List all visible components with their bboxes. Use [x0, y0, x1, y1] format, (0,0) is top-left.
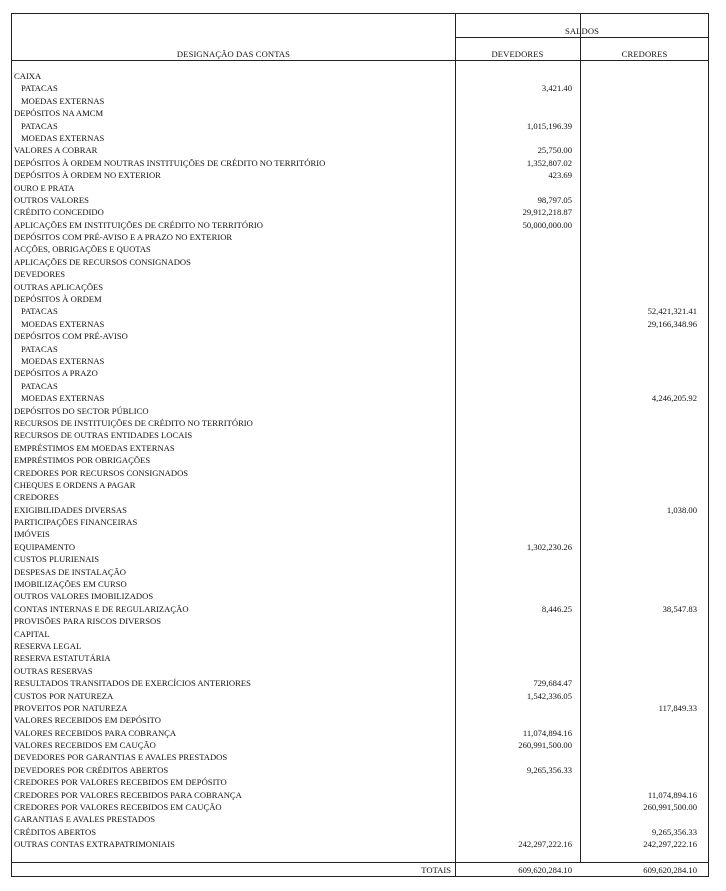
table-row	[12, 293, 709, 305]
account-name: CREDORES POR VALORES RECEBIDOS EM DEPÓSITO	[14, 777, 227, 788]
account-name: PARTICIPAÇÕES FINANCEIRAS	[14, 517, 138, 528]
account-name: VALORES A COBRAR	[14, 145, 98, 156]
table-row	[12, 690, 709, 702]
account-name: RECURSOS DE INSTITUIÇÕES DE CRÉDITO NO TERRITÓRIO	[14, 417, 253, 428]
account-name: MOEDAS EXTERNAS	[21, 132, 105, 143]
table-row	[12, 603, 709, 615]
table-row	[12, 355, 709, 367]
credores-value: 242,297,222.16	[643, 839, 697, 850]
devedores-value: 8,446.25	[541, 603, 572, 614]
table-row	[12, 429, 709, 441]
account-name: IMOBILIZAÇÕES EM CURSO	[14, 579, 127, 590]
devedores-value: 11,074,894.16	[522, 727, 572, 738]
credores-value: 9,265,356.33	[651, 826, 697, 837]
account-name: CUSTOS PLURIENAIS	[14, 554, 100, 565]
devedores-value: 25,750.00	[537, 145, 572, 156]
devedores-value: 1,352,807.02	[526, 157, 572, 168]
table-row	[12, 652, 709, 664]
account-name: EMPRÉSTIMOS EM MOEDAS EXTERNAS	[14, 442, 175, 453]
account-name: APLICAÇÕES DE RECURSOS CONSIGNADOS	[14, 256, 191, 267]
table-row	[12, 194, 709, 206]
table-row	[12, 739, 709, 751]
account-name: GARANTIAS E AVALES PRESTADOS	[14, 814, 156, 825]
devedores-value: 50,000,000.00	[522, 219, 572, 230]
table-row	[12, 776, 709, 788]
account-name: DESPESAS DE INSTALAÇÃO	[14, 566, 126, 577]
table-row	[12, 615, 709, 627]
totals-rule	[12, 862, 709, 863]
account-name: VALORES RECEBIDOS EM CAUÇÃO	[14, 740, 156, 751]
account-name: RESULTADOS TRANSITADOS DE EXERCÍCIOS ANTERIORES	[14, 678, 251, 689]
header-designacao: DESIGNAÇÃO DAS CONTAS	[176, 49, 291, 59]
table-row	[12, 838, 709, 850]
table-row	[12, 578, 709, 590]
table-row	[12, 491, 709, 503]
credores-value: 52,421,321.41	[647, 306, 697, 317]
table-row	[12, 268, 709, 280]
devedores-value: 242,297,222.16	[518, 839, 572, 850]
table-row	[12, 566, 709, 578]
table-row	[12, 442, 709, 454]
table-row	[12, 318, 709, 330]
table-row	[12, 343, 709, 355]
header-credores: CREDORES	[621, 49, 668, 59]
header-devedores: DEVEDORES	[491, 49, 544, 59]
account-name: OUTRAS RESERVAS	[14, 665, 93, 676]
account-name: PATACAS	[21, 380, 58, 391]
table-row	[12, 367, 709, 379]
account-name: CHEQUES E ORDENS A PAGAR	[14, 479, 136, 490]
account-name: DEPÓSITOS NA AMCM	[14, 108, 104, 119]
table-row	[12, 751, 709, 763]
account-name: CREDORES POR VALORES RECEBIDOS PARA COBRANÇA	[14, 789, 242, 800]
account-name: DEPÓSITOS À ORDEM NO EXTERIOR	[14, 170, 161, 181]
credores-value: 117,849.33	[658, 702, 697, 713]
account-name: DEPÓSITOS DO SECTOR PÚBLICO	[14, 405, 149, 416]
table-row	[12, 479, 709, 491]
table-row	[12, 231, 709, 243]
totals-row	[12, 864, 709, 876]
account-name: OUTROS VALORES IMOBILIZADOS	[14, 591, 154, 602]
account-name: MOEDAS EXTERNAS	[21, 393, 105, 404]
account-name: CRÉDITO CONCEDIDO	[14, 207, 104, 218]
totals-devedores: 609,620,284.10	[518, 865, 572, 875]
devedores-value: 260,991,500.00	[518, 740, 572, 751]
account-name: EQUIPAMENTO	[14, 541, 76, 552]
account-name: IMÓVEIS	[14, 529, 50, 540]
table-row	[12, 405, 709, 417]
table-row	[12, 826, 709, 838]
table-row	[12, 417, 709, 429]
account-name: OUTRAS CONTAS EXTRAPATRIMONIAIS	[14, 839, 175, 850]
table-row	[12, 70, 709, 82]
devedores-value: 1,542,336.05	[526, 690, 572, 701]
account-name: OUTRAS APLICAÇÕES	[14, 281, 104, 292]
account-name: EMPRÉSTIMOS POR OBRIGAÇÕES	[14, 455, 151, 466]
table-row	[12, 714, 709, 726]
account-name: DEVEDORES POR CRÉDITOS ABERTOS	[14, 764, 169, 775]
devedores-value: 1,015,196.39	[526, 120, 572, 131]
table-row	[12, 516, 709, 528]
account-name: DEPÓSITOS COM PRÉ-AVISO	[14, 331, 128, 342]
table-row	[12, 590, 709, 602]
table-row	[12, 144, 709, 156]
table-row	[12, 764, 709, 776]
table-row	[12, 789, 709, 801]
devedores-value: 9,265,356.33	[526, 764, 572, 775]
devedores-value: 98,797.05	[537, 194, 572, 205]
table-row	[12, 82, 709, 94]
account-name: EXIGIBILIDADES DIVERSAS	[14, 504, 127, 515]
account-name: RESERVA LEGAL	[14, 640, 82, 651]
devedores-value: 3,421.40	[541, 83, 572, 94]
table-row	[12, 727, 709, 739]
account-name: RESERVA ESTATUTÁRIA	[14, 653, 111, 664]
table-row	[12, 107, 709, 119]
table-row	[12, 801, 709, 813]
credores-value: 29,166,348.96	[647, 318, 697, 329]
table-row	[12, 132, 709, 144]
devedores-value: 423.69	[548, 170, 572, 181]
table-row	[12, 281, 709, 293]
table-row	[12, 541, 709, 553]
header-saldos: SALDOS	[564, 26, 600, 36]
table-row	[12, 640, 709, 652]
table-row	[12, 628, 709, 640]
credores-value: 38,547.83	[662, 603, 697, 614]
table-row	[12, 813, 709, 825]
account-name: MOEDAS EXTERNAS	[21, 318, 105, 329]
table-row	[12, 504, 709, 516]
table-row	[12, 219, 709, 231]
table-row	[12, 120, 709, 132]
balance-sheet-table	[11, 13, 709, 877]
credores-value: 260,991,500.00	[643, 802, 697, 813]
table-row	[12, 256, 709, 268]
credores-value: 11,074,894.16	[647, 789, 697, 800]
table-row	[12, 95, 709, 107]
table-row	[12, 305, 709, 317]
table-row	[12, 157, 709, 169]
table-row	[12, 553, 709, 565]
table-row	[12, 677, 709, 689]
account-name: APLICAÇÕES EM INSTITUIÇÕES DE CRÉDITO NO TERRITÓRIO	[14, 219, 263, 230]
account-name: DEPÓSITOS A PRAZO	[14, 368, 98, 379]
account-name: PATACAS	[21, 83, 58, 94]
account-name: DEVEDORES	[14, 269, 66, 280]
credores-value: 4,246,205.92	[651, 393, 697, 404]
account-name: CONTAS INTERNAS E DE REGULARIZAÇÃO	[14, 603, 189, 614]
table-row	[12, 380, 709, 392]
header-rule	[12, 60, 709, 61]
account-name: DEVEDORES POR GARANTIAS E AVALES PRESTADOS	[14, 752, 228, 763]
account-name: PATACAS	[21, 343, 58, 354]
table-row	[12, 206, 709, 218]
account-rows	[12, 70, 709, 851]
table-row	[12, 454, 709, 466]
account-name: CRÉDITOS ABERTOS	[14, 826, 97, 837]
account-name: DEPÓSITOS COM PRÉ-AVISO E A PRAZO NO EXTERIOR	[14, 232, 233, 243]
table-row	[12, 182, 709, 194]
table-row	[12, 243, 709, 255]
credores-value: 1,038.00	[666, 504, 697, 515]
account-name: CREDORES POR RECURSOS CONSIGNADOS	[14, 467, 189, 478]
account-name: PATACAS	[21, 120, 58, 131]
account-name: MOEDAS EXTERNAS	[21, 95, 105, 106]
totals-label: TOTAIS	[421, 865, 451, 875]
account-name: CUSTOS POR NATUREZA	[14, 690, 114, 701]
account-name: CAIXA	[14, 71, 42, 81]
totals-credores: 609,620,284.10	[643, 865, 697, 875]
saldos-underline	[455, 37, 709, 38]
table-row	[12, 528, 709, 540]
account-name: PATACAS	[21, 306, 58, 317]
account-name: ACÇÕES, OBRIGAÇÕES E QUOTAS	[14, 244, 151, 255]
account-name: DEPÓSITOS À ORDEM	[14, 294, 102, 305]
account-name: MOEDAS EXTERNAS	[21, 355, 105, 366]
table-row	[12, 330, 709, 342]
table-row	[12, 467, 709, 479]
table-row	[12, 169, 709, 181]
account-name: DEPÓSITOS À ORDEM NOUTRAS INSTITUIÇÕES DE CRÉDITO NO TERRITÓRIO	[14, 157, 326, 168]
account-name: VALORES RECEBIDOS EM DEPÓSITO	[14, 715, 161, 726]
devedores-value: 29,912,218.87	[522, 207, 572, 218]
account-name: VALORES RECEBIDOS PARA COBRANÇA	[14, 727, 177, 738]
account-name: CREDORES	[14, 492, 59, 503]
account-name: RECURSOS DE OUTRAS ENTIDADES LOCAIS	[14, 430, 193, 441]
account-name: PROVISÕES PARA RISCOS DIVERSOS	[14, 616, 162, 627]
devedores-value: 1,302,230.26	[526, 541, 572, 552]
account-name: OUTROS VALORES	[14, 194, 89, 205]
table-row	[12, 665, 709, 677]
account-name: PROVEITOS POR NATUREZA	[14, 702, 128, 713]
table-row	[12, 392, 709, 404]
account-name: OURO E PRATA	[14, 182, 75, 193]
account-name: CREDORES POR VALORES RECEBIDOS EM CAUÇÃO	[14, 802, 222, 813]
account-name: CAPITAL	[14, 628, 50, 639]
devedores-value: 729,684.47	[533, 678, 572, 689]
table-row	[12, 702, 709, 714]
